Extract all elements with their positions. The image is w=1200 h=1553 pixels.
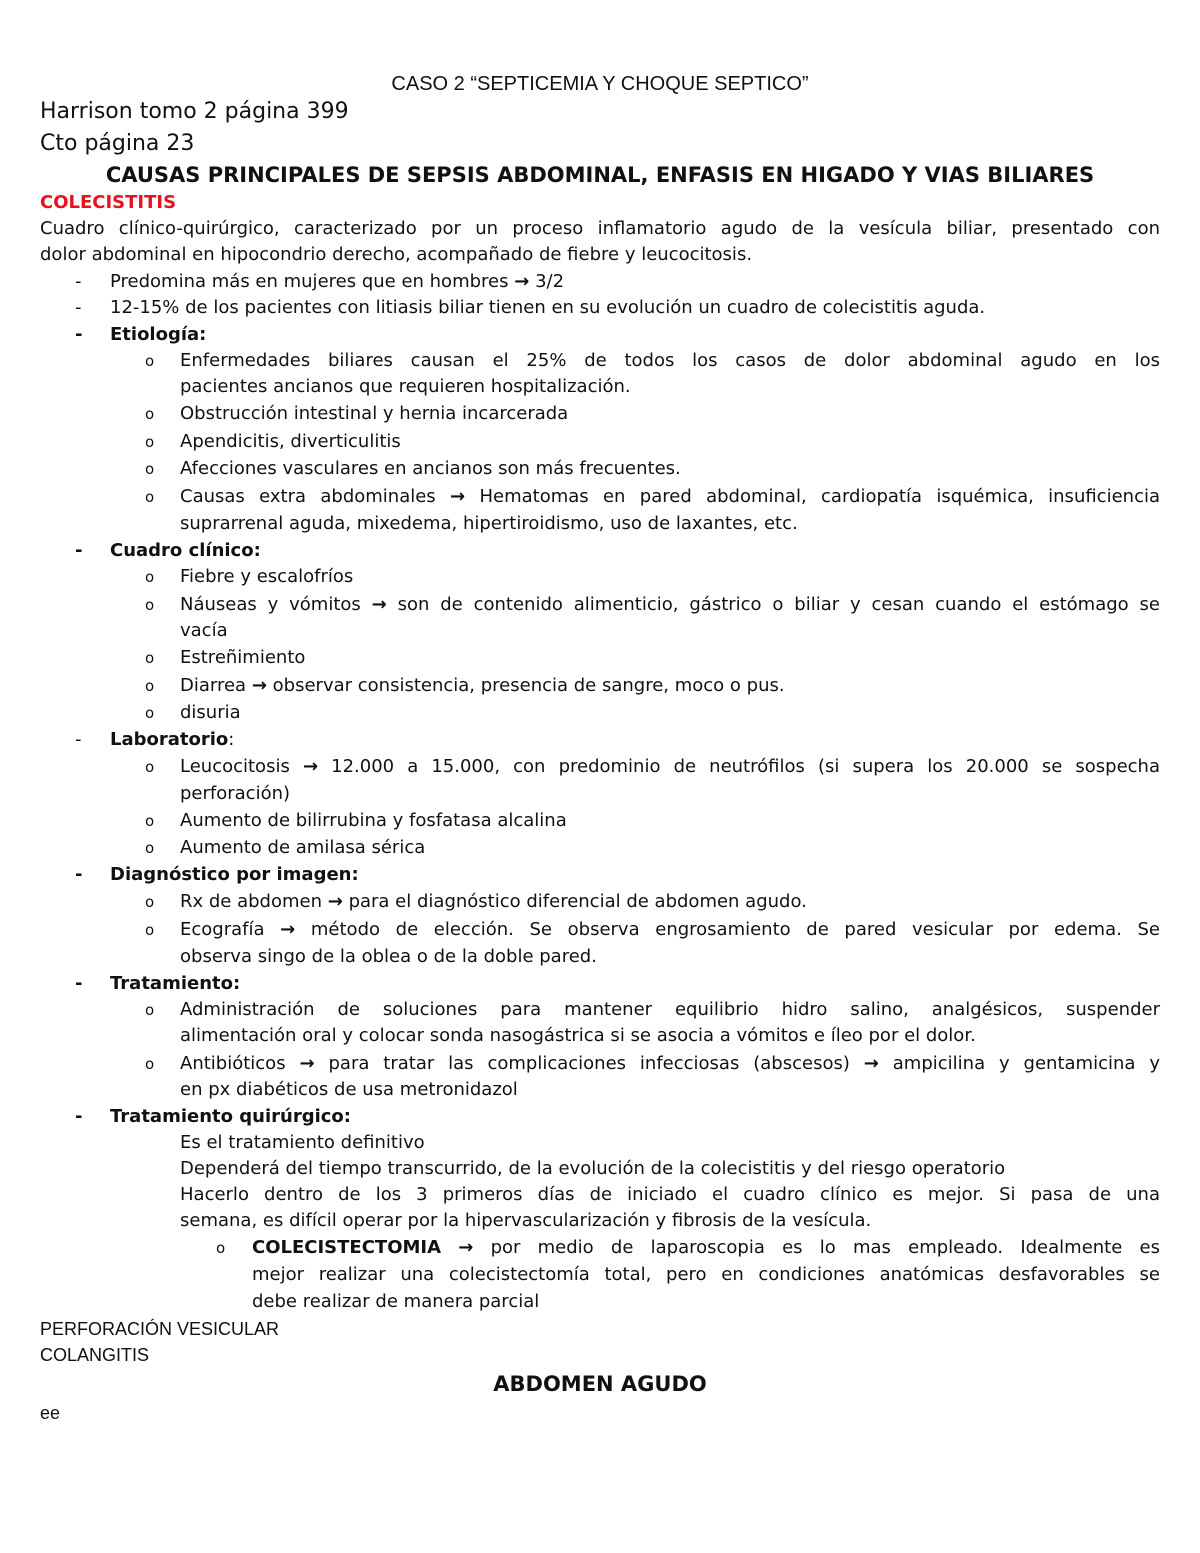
bullet-marker: o <box>216 1239 226 1257</box>
list-item: COLECISTECTOMIA → por medio de laparoscopia es lo mas empleado. Idealmente es <box>252 1237 1160 1258</box>
bullet-marker: o <box>145 352 155 370</box>
bullet-marker: o <box>145 433 155 451</box>
list-item: Diarrea → observar consistencia, presencia de sangre, moco o pus. <box>180 675 785 696</box>
list-item: Obstrucción intestinal y hernia incarcerada <box>180 403 569 424</box>
main-heading: CAUSAS PRINCIPALES DE SEPSIS ABDOMINAL, ENFASIS EN HIGADO Y VIAS BILIARES <box>105 163 1095 187</box>
bullet-marker: o <box>145 893 155 911</box>
arrow-icon: → <box>458 1237 474 1258</box>
section-colangitis: COLANGITIS <box>40 1345 150 1365</box>
list-item: Enfermedades biliares causan el 25% de todos los casos de dolor abdominal agudo en los <box>180 350 1160 371</box>
paragraph-line: Es el tratamiento definitivo <box>180 1132 425 1153</box>
arrow-icon: → <box>450 486 466 507</box>
intro-line-2: dolor abdominal en hipocondrio derecho, acompañado de fiebre y leucocitosis. <box>40 244 753 265</box>
bullet-marker: o <box>145 488 155 506</box>
list-item: Antibióticos → para tratar las complicaciones infecciosas (abscesos) → ampicilina y gentamicina y <box>180 1053 1160 1074</box>
list-item-cont: debe realizar de manera parcial <box>252 1291 540 1312</box>
paragraph-line: semana, es difícil operar por la hipervascularización y fibrosis de la vesícula. <box>180 1210 872 1231</box>
arrow-icon: → <box>863 1053 879 1074</box>
list-item: Predomina más en mujeres que en hombres → 3/2 <box>110 271 565 292</box>
bullet-marker: o <box>145 1001 155 1019</box>
bullet-marker: o <box>145 568 155 586</box>
document-title: CASO 2 “SEPTICEMIA Y CHOQUE SEPTICO” <box>391 73 809 95</box>
paragraph-line: Dependerá del tiempo transcurrido, de la evolución de la colecistitis y del riesgo operatorio <box>180 1158 1006 1179</box>
tratamiento-label: Tratamiento: <box>110 973 241 994</box>
intro-line-1: Cuadro clínico-quirúrgico, caracterizado por un proceso inflamatorio agudo de la vesícula biliar, presentado con <box>40 218 1160 239</box>
list-item-cont: observa singo de la oblea o de la doble pared. <box>180 946 597 967</box>
dash-marker: - <box>75 864 83 885</box>
list-item: Náuseas y vómitos → son de contenido alimenticio, gástrico o biliar y cesan cuando el estómago se <box>180 594 1160 615</box>
list-item-cont: perforación) <box>180 783 291 804</box>
clinico-label: Cuadro clínico: <box>110 540 261 561</box>
dash-marker: - <box>75 1106 83 1127</box>
bullet-marker: o <box>145 405 155 423</box>
bullet-marker: o <box>145 677 155 695</box>
arrow-icon: → <box>514 271 530 292</box>
arrow-icon: → <box>251 675 267 696</box>
bullet-marker: o <box>145 460 155 478</box>
bullet-marker: o <box>145 649 155 667</box>
list-item: 12-15% de los pacientes con litiasis biliar tienen en su evolución un cuadro de colecistitis aguda. <box>110 297 986 318</box>
list-item-cont: en px diabéticos de usa metronidazol <box>180 1079 518 1100</box>
list-item: Aumento de bilirrubina y fosfatasa alcalina <box>180 810 567 831</box>
list-item: Apendicitis, diverticulitis <box>180 431 401 452</box>
list-item: Estreñimiento <box>180 647 306 668</box>
list-item: Aumento de amilasa sérica <box>180 837 426 858</box>
quirurgico-label: Tratamiento quirúrgico: <box>110 1106 351 1127</box>
list-item-cont: pacientes ancianos que requieren hospitalización. <box>180 376 631 397</box>
section-colecistitis: COLECISTITIS <box>40 192 177 213</box>
list-item: Rx de abdomen → para el diagnóstico diferencial de abdomen agudo. <box>180 891 807 912</box>
arrow-icon: → <box>371 594 387 615</box>
laboratorio-label: Laboratorio: <box>110 729 235 750</box>
bullet-marker: o <box>145 839 155 857</box>
dash-marker: - <box>75 324 83 345</box>
section-abdomen-agudo: ABDOMEN AGUDO <box>493 1372 707 1396</box>
trailing-text: ee <box>40 1403 61 1423</box>
bullet-marker: o <box>145 596 155 614</box>
list-item-cont: suprarrenal aguda, mixedema, hipertiroidismo, uso de laxantes, etc. <box>180 513 798 534</box>
list-item: Afecciones vasculares en ancianos son más frecuentes. <box>180 458 681 479</box>
list-item: Administración de soluciones para mantener equilibrio hidro salino, analgésicos, suspender <box>180 999 1160 1020</box>
list-item: Fiebre y escalofríos <box>180 566 354 587</box>
list-item: disuria <box>180 702 241 723</box>
reference-harrison: Harrison tomo 2 página 399 <box>40 99 349 124</box>
list-item: Ecografía → método de elección. Se observa engrosamiento de pared vesicular por edema. Se <box>180 919 1160 940</box>
dash-marker: - <box>75 729 82 750</box>
dash-marker: - <box>75 973 83 994</box>
diagnostico-label: Diagnóstico por imagen: <box>110 864 359 885</box>
bullet-marker: o <box>145 812 155 830</box>
paragraph-line: Hacerlo dentro de los 3 primeros días de iniciado el cuadro clínico es mejor. Si pasa de una <box>180 1184 1160 1205</box>
arrow-icon: → <box>280 919 296 940</box>
reference-cto: Cto página 23 <box>40 131 195 156</box>
bullet-marker: o <box>145 1055 155 1073</box>
dash-marker: - <box>75 297 82 318</box>
bullet-marker: o <box>145 704 155 722</box>
dash-marker: - <box>75 540 83 561</box>
bullet-marker: o <box>145 921 155 939</box>
section-perforacion: PERFORACIÓN VESICULAR <box>40 1319 280 1339</box>
etiologia-label: Etiología: <box>110 324 207 345</box>
list-item: Leucocitosis → 12.000 a 15.000, con predominio de neutrófilos (si supera los 20.000 se sospecha <box>180 756 1160 777</box>
list-item-cont: vacía <box>180 620 228 641</box>
list-item-cont: mejor realizar una colecistectomía total, pero en condiciones anatómicas desfavorables se <box>252 1264 1160 1285</box>
arrow-icon: → <box>302 756 319 777</box>
bullet-marker: o <box>145 758 155 776</box>
dash-marker: - <box>75 271 82 292</box>
arrow-icon: → <box>299 1053 315 1074</box>
list-item: Causas extra abdominales → Hematomas en pared abdominal, cardiopatía isquémica, insuficiencia <box>180 486 1160 507</box>
list-item-cont: alimentación oral y colocar sonda nasogástrica si se asocia a vómitos e íleo por el dolor. <box>180 1025 976 1046</box>
arrow-icon: → <box>327 891 343 912</box>
